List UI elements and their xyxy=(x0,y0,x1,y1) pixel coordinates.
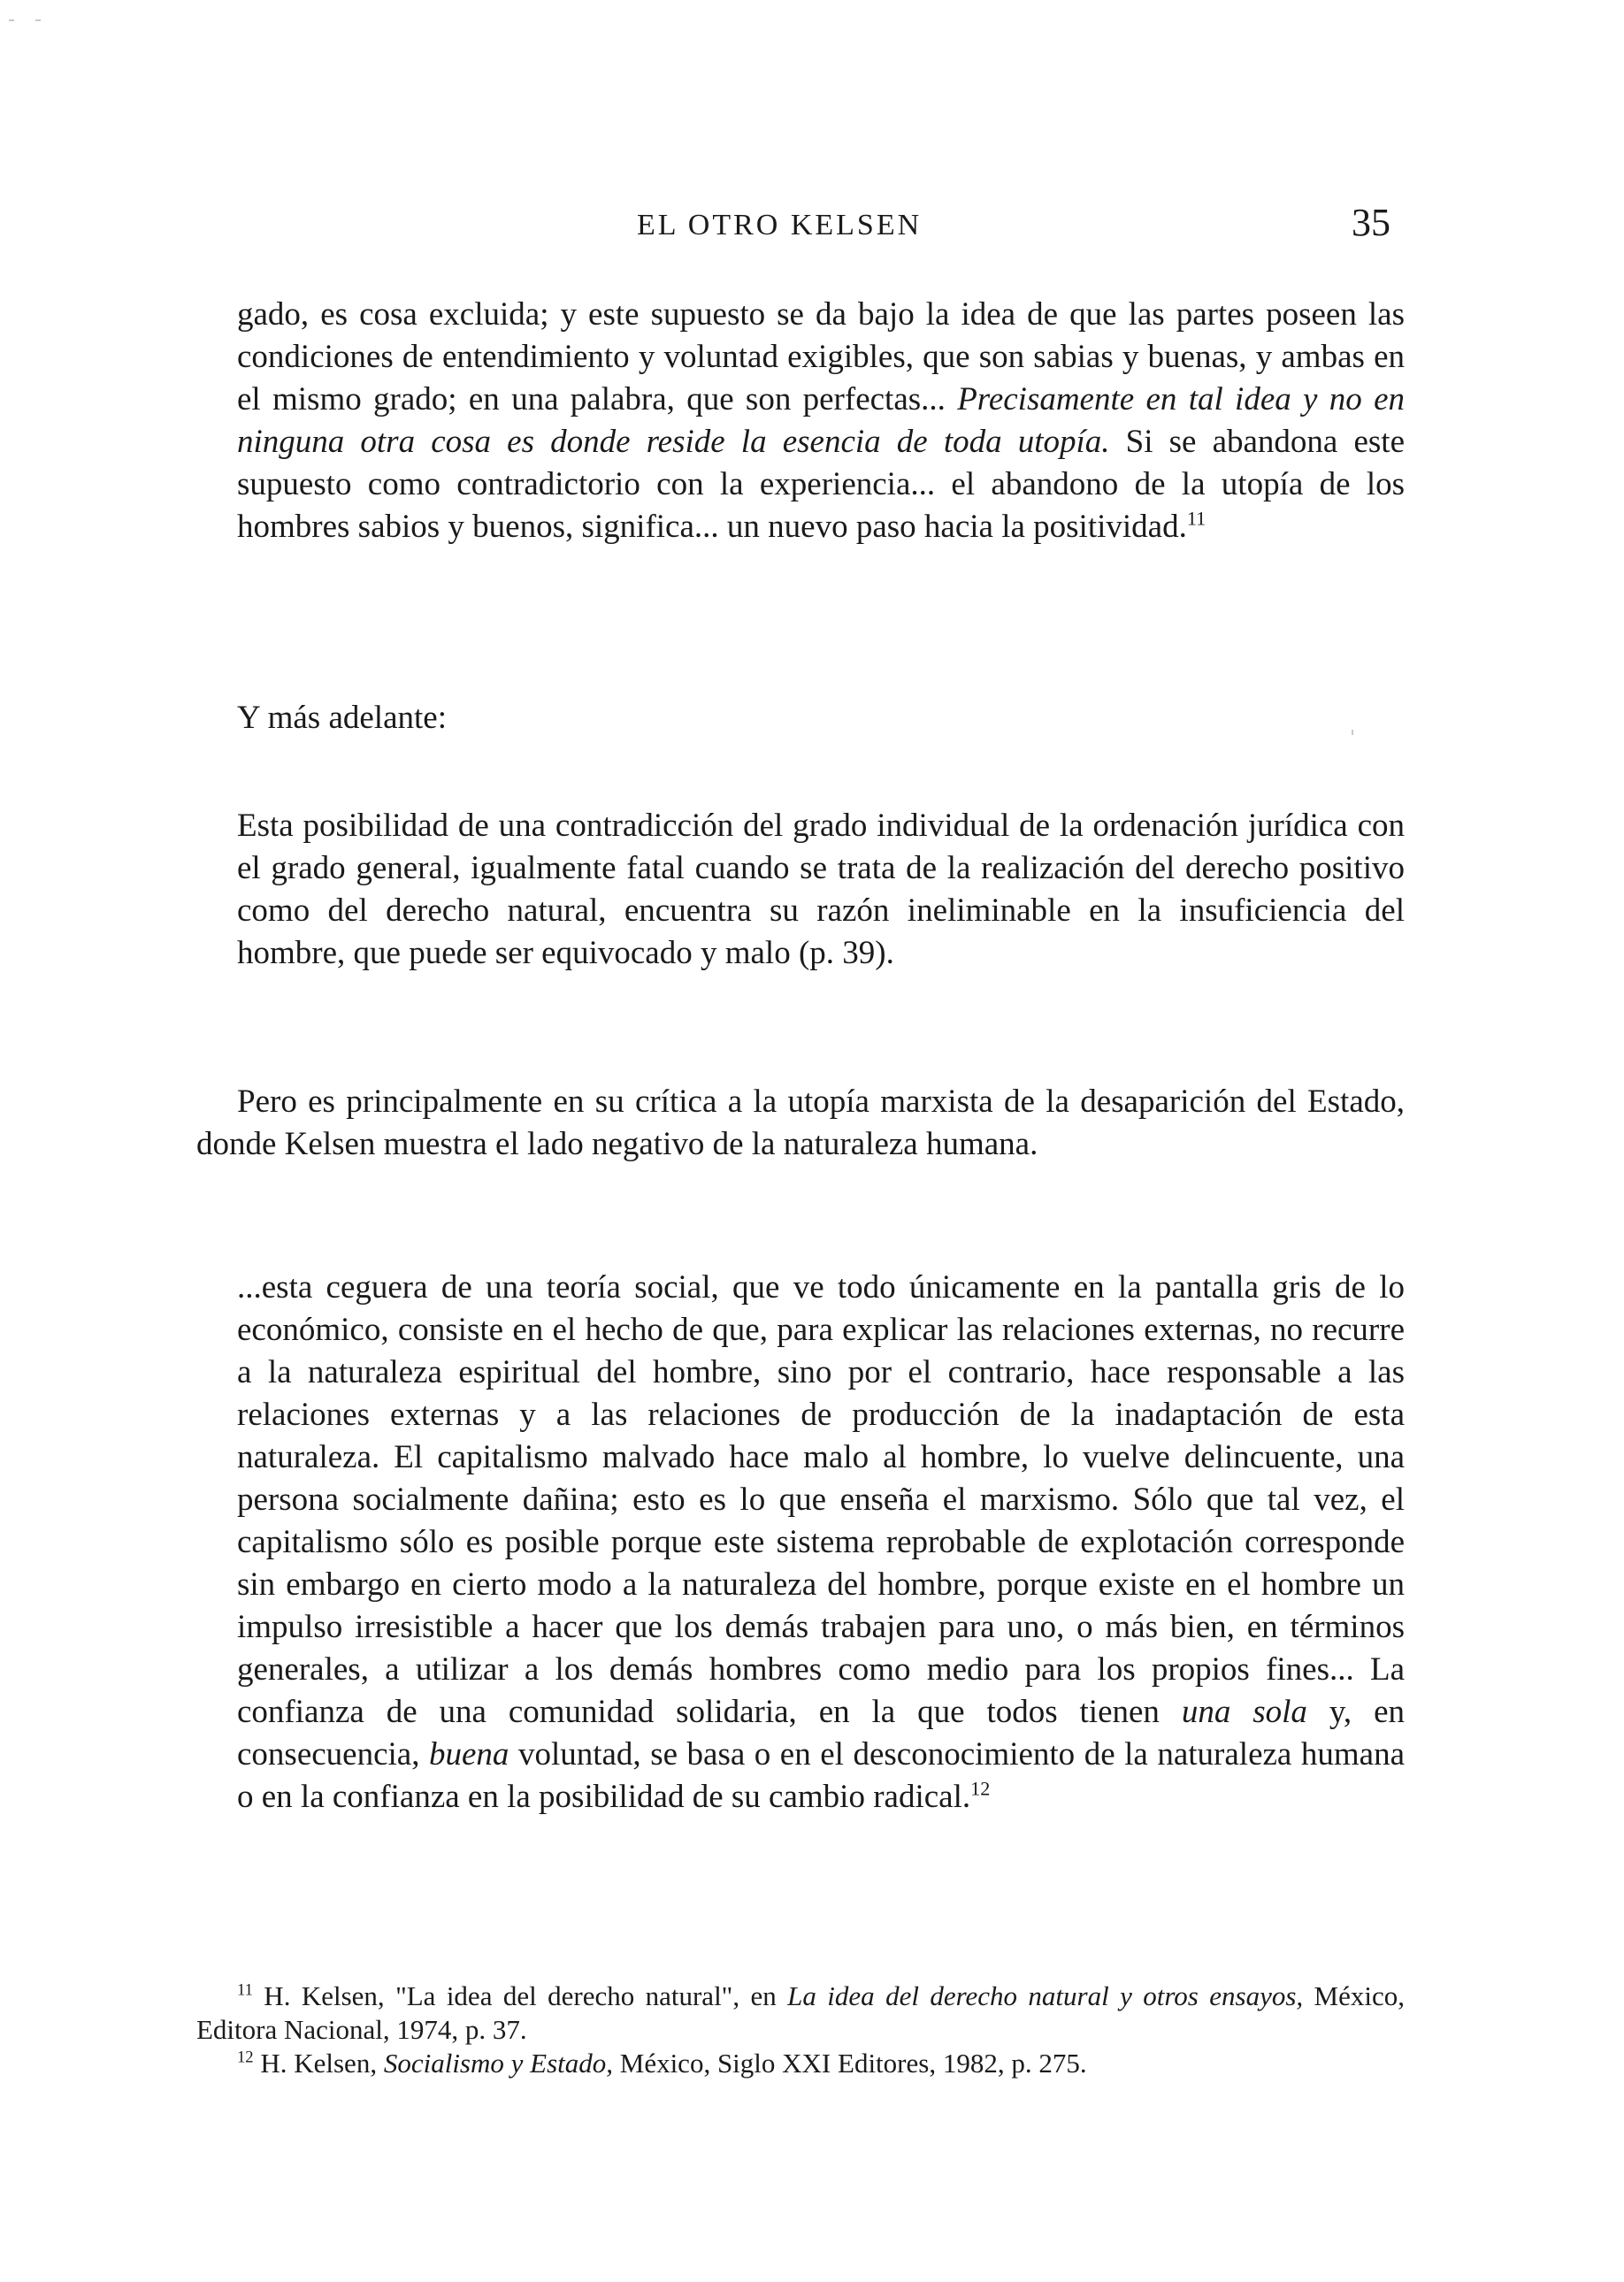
footnote-ref: 11 xyxy=(1186,507,1207,530)
quote-text: voluntad, se basa o en el desconocimiento de la naturaleza humana o en la confianza en la posibilidad de su cambio radical. xyxy=(237,1736,1405,1815)
footnote-text: México, Siglo XXI Editores, 1982, p. 275. xyxy=(613,2048,1087,2079)
quote-text: y, en consecuencia, xyxy=(237,1694,1405,1773)
footnote-12 xyxy=(196,2047,1405,2080)
footnote-ref: 12 xyxy=(970,1777,991,1800)
quote-emphasis: buena xyxy=(428,1736,509,1773)
block-quote-2: Esta posibilidad de una contradicción del grado individual de la ordenación jurídica con el grado general, igualmente fatal cuando se trata de la realización del derecho positivo como del derecho natural, encuentra su razón ineliminable en la insuficiencia del hombre, que puede ser equivocado y malo (p. 39). xyxy=(237,808,1405,971)
footnote-11 xyxy=(196,1980,1405,2047)
block-quote-3 xyxy=(237,1267,1405,1819)
footnote-text: H. Kelsen, "La idea del derecho natural", en xyxy=(252,1980,788,2011)
scan-artifact xyxy=(1352,730,1353,735)
scan-artifact xyxy=(9,19,14,21)
quote-text: ...esta ceguera de una teoría social, que ve todo únicamente en la pantalla gris de lo económico, consiste en el hecho de que, para explicar las relaciones externas, no recurre a la naturaleza espiritual del hombre, sino por el contrario, hace responsable a las relaciones externas y a las relaciones de producción de la inadaptación de esta naturaleza. El capitalismo malvado hace malo al hombre, lo vuelve delincuente, una persona socialmente dañina; esto es lo que enseña el marxismo. Sólo que tal vez, el capitalismo sólo es posible porque este sistema reprobable de explotación corresponde sin embargo en cierto modo a la naturaleza del hombre, porque existe en el hombre un impulso irresistible a hacer que los demás trabajen para uno, o más bien, en términos generales, a utilizar a los demás hombres como medio para los propios fines... La confianza de una comunidad solidaria, en la que todos tienen xyxy=(237,1269,1405,1730)
quote-emphasis: Precisamente en tal idea y no en ninguna otra cosa es donde reside la esencia de toda utopía. xyxy=(237,381,1405,460)
quote-text: gado, es cosa excluida; y este supuesto se da bajo la idea de que las partes poseen las condiciones de entendimiento y voluntad exigibles, que son sabias y buenas, y ambas en el mismo grado; en una palabra, que son perfectas... xyxy=(237,296,1405,417)
lead-in-text: Y más adelante: xyxy=(237,700,447,736)
quote-text: Si se abandona este supuesto como contradictorio con la experiencia... el abandono de la utopía de los hombres sabios y buenos, significa... un nuevo paso hacia la positividad. xyxy=(237,424,1405,545)
page-number: 35 xyxy=(1352,201,1390,244)
quote-emphasis: una sola xyxy=(1181,1694,1307,1730)
footnote-text: H. Kelsen, xyxy=(253,2048,384,2079)
footnote-number: 11 xyxy=(237,1980,253,2000)
body-paragraph: Pero es principalmente en su crítica a la utopía marxista de la desaparición del Estado, donde Kelsen muestra el lado negativo de la naturaleza humana. xyxy=(196,1084,1405,1162)
block-quote-1 xyxy=(237,294,1405,548)
footnote-title: La idea del derecho natural y otros ensayos, xyxy=(787,1980,1304,2011)
footnote-title: Socialismo y Estado, xyxy=(383,2048,613,2079)
footnote-number: 12 xyxy=(237,2048,254,2067)
footnotes xyxy=(196,1980,1405,2080)
scan-artifact xyxy=(35,19,41,21)
footnote-text: México, Editora Nacional, 1974, p. 37. xyxy=(196,1980,1405,2045)
running-title: EL OTRO KELSEN xyxy=(637,209,923,241)
